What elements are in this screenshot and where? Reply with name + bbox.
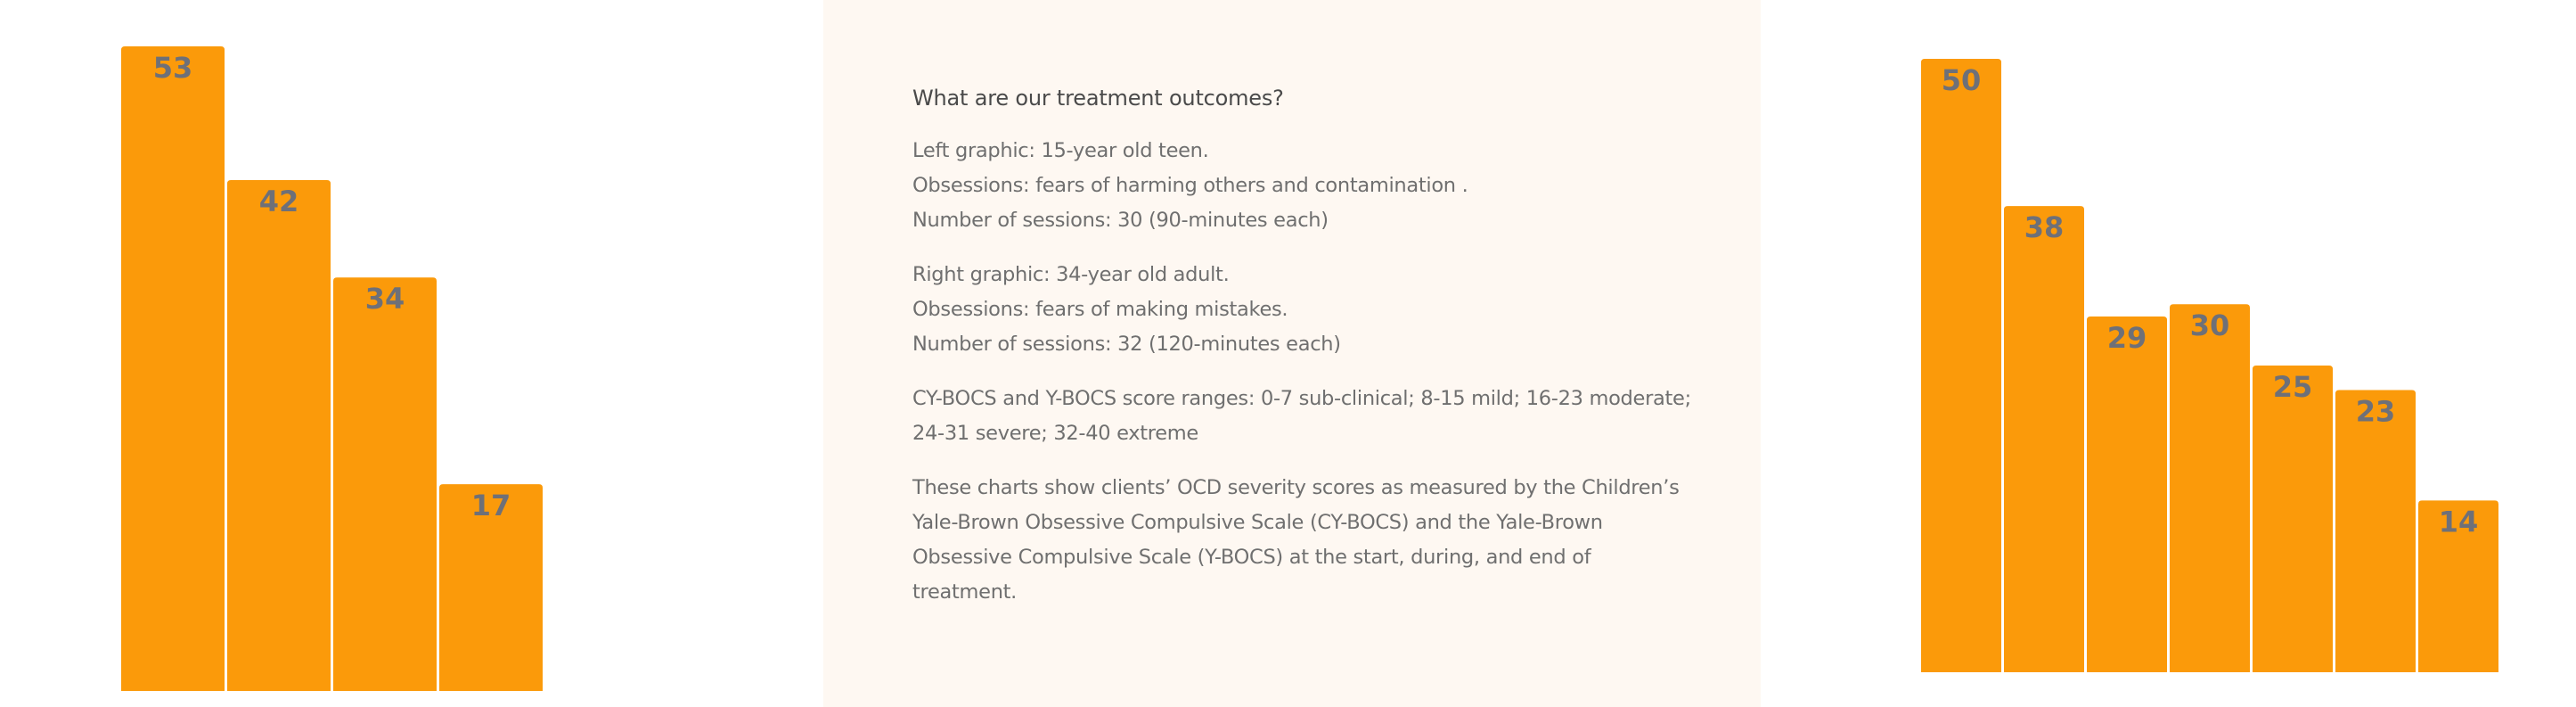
- bar-value-label: 25: [2272, 370, 2313, 404]
- charts-explanation: [912, 471, 1707, 610]
- charts-explanation-line: These charts show clients’ OCD severity scores as measured by the Children’s: [912, 476, 1680, 499]
- bar-value-label: 42: [258, 185, 299, 219]
- bar-value-label: 14: [2438, 505, 2479, 539]
- bar-value-label: 23: [2355, 394, 2396, 429]
- right-bar-chart: [1791, 0, 2576, 707]
- left-graphic-line: Left graphic: 15-year old teen.: [912, 139, 1209, 162]
- charts-explanation-line: Obsessive Compulsive Scale (Y-BOCS) at the start, during, and end of: [912, 546, 1591, 569]
- bar-value-label: 29: [2106, 320, 2147, 355]
- treatment-outcomes-panel: [823, 0, 1761, 707]
- bar-value-label: 38: [2024, 210, 2065, 245]
- bar-value-label: 53: [152, 51, 193, 85]
- bar: [1921, 59, 2001, 672]
- bar: [227, 180, 331, 691]
- charts-explanation-line: treatment.: [912, 580, 1018, 604]
- right-graphic-description: [912, 258, 1707, 362]
- left-graphic-obsessions: Obsessions: fears of harming others and contamination .: [912, 174, 1468, 197]
- left-bar-chart: [0, 0, 784, 707]
- bar: [2335, 390, 2416, 672]
- bar: [2087, 317, 2167, 672]
- bar: [121, 46, 225, 691]
- bar: [333, 277, 437, 691]
- right-graphic-line: Right graphic: 34-year old adult.: [912, 263, 1230, 286]
- charts-explanation-line: Yale-Brown Obsessive Compulsive Scale (CY-BOCS) and the Yale-Brown: [912, 511, 1603, 534]
- bar-value-label: 17: [470, 489, 511, 523]
- left-chart-svg: [0, 0, 784, 707]
- bar-value-label: 34: [364, 282, 405, 317]
- bar: [2004, 206, 2084, 672]
- left-graphic-description: [912, 134, 1707, 238]
- right-graphic-obsessions: Obsessions: fears of making mistakes.: [912, 298, 1288, 321]
- bar-value-label: 50: [1941, 63, 1982, 97]
- bar: [2253, 366, 2333, 672]
- left-graphic-sessions: Number of sessions: 30 (90-minutes each): [912, 209, 1329, 232]
- panel-heading: What are our treatment outcomes?: [912, 86, 1284, 111]
- right-chart-svg: [1791, 0, 2576, 707]
- score-ranges-line: CY-BOCS and Y-BOCS score ranges: 0-7 sub-clinical; 8-15 mild; 16-23 moderate;: [912, 387, 1691, 410]
- right-graphic-sessions: Number of sessions: 32 (120-minutes each): [912, 333, 1341, 356]
- bar-value-label: 30: [2189, 308, 2230, 343]
- score-ranges: [912, 382, 1707, 451]
- score-ranges-line: 24-31 severe; 32-40 extreme: [912, 422, 1198, 445]
- bar: [2170, 304, 2250, 672]
